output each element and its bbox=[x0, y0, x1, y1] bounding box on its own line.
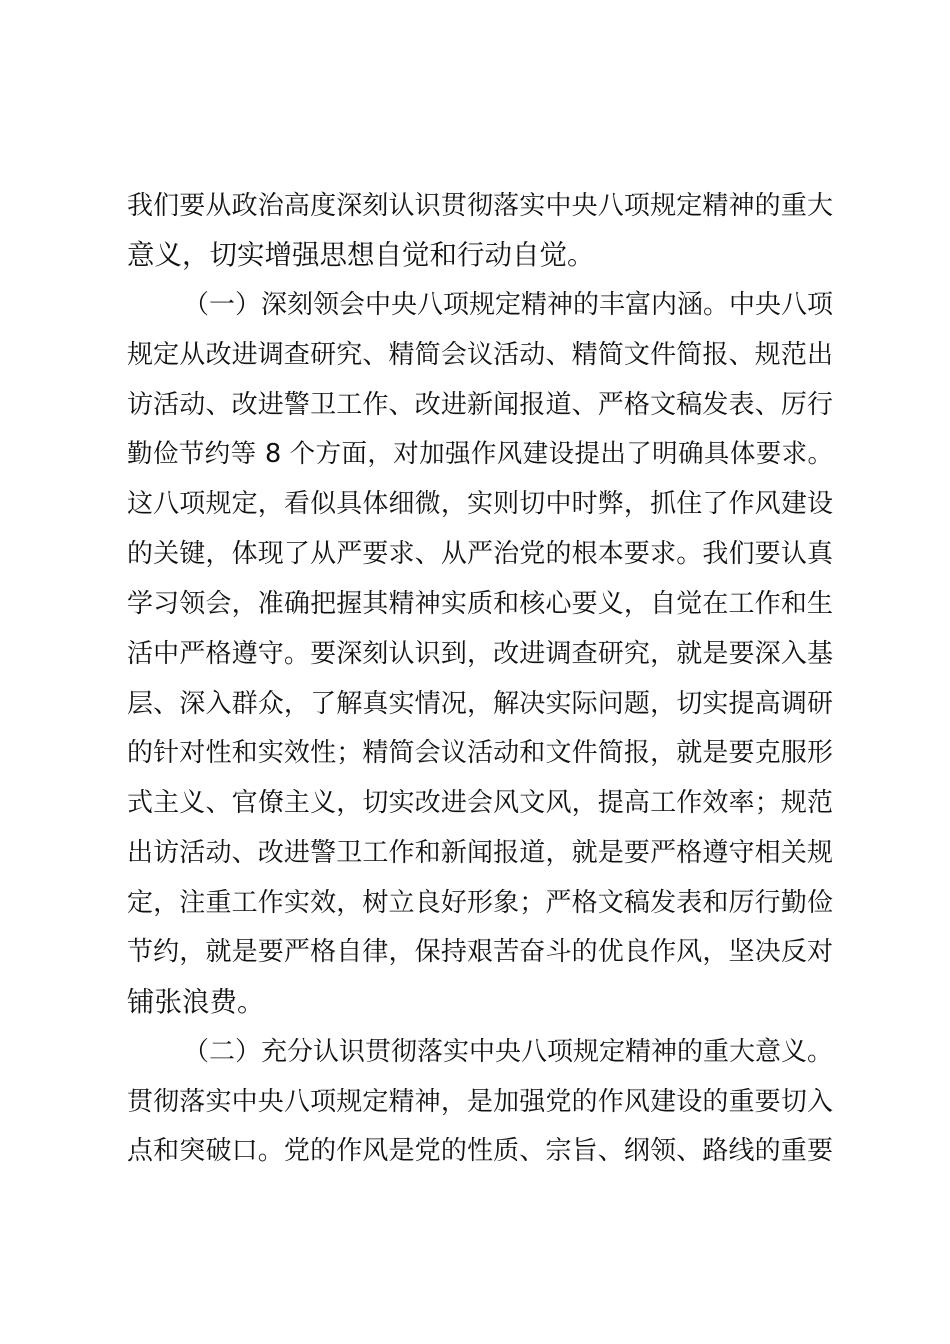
text-line: 点和突破口。党的作风是党的性质、宗旨、纲领、路线的重要 bbox=[127, 1136, 833, 1166]
text-line: 规定从改进调查研究、精简会议活动、精简文件简报、规范出 bbox=[127, 340, 833, 370]
text-line: 我们要从政治高度深刻认识贯彻落实中央八项规定精神的重大 bbox=[127, 191, 833, 221]
text-line: 贯彻落实中央八项规定精神，是加强党的作风建设的重要切入 bbox=[127, 1087, 833, 1117]
section-heading-2: （二）充分认识贯彻落实中央八项规定精神的重大意义。 bbox=[183, 1037, 833, 1067]
text-line: 式主义、官僚主义，切实改进会风文风，提高工作效率；规范 bbox=[127, 788, 833, 818]
text-line: 出访活动、改进警卫工作和新闻报道，就是要严格遵守相关规 bbox=[127, 838, 833, 868]
text-line: 的关键，体现了从严要求、从严治党的根本要求。我们要认真 bbox=[127, 539, 833, 569]
text-line: 定，注重工作实效，树立良好形象；严格文稿发表和厉行勤俭 bbox=[127, 888, 833, 918]
text-line: 铺张浪费。 bbox=[127, 986, 265, 1018]
section-heading-1: （一）深刻领会中央八项规定精神的丰富内涵。中央八项 bbox=[183, 290, 833, 320]
text-line: 这八项规定，看似具体细微，实则切中时弊，抓住了作风建设 bbox=[127, 489, 833, 519]
text-line: 访活动、改进警卫工作、改进新闻报道、严格文稿发表、厉行 bbox=[127, 390, 833, 420]
text-line: 活中严格遵守。要深刻认识到，改进调查研究，就是要深入基 bbox=[127, 639, 833, 669]
text-line: 意义，切实增强思想自觉和行动自觉。 bbox=[127, 239, 595, 271]
text-line: 节约，就是要严格自律，保持艰苦奋斗的优良作风，坚决反对 bbox=[127, 937, 833, 967]
text-line: 层、深入群众，了解真实情况，解决实际问题，切实提高调研 bbox=[127, 689, 833, 719]
text-line: 学习领会，准确把握其精神实质和核心要义，自觉在工作和生 bbox=[127, 589, 833, 619]
text-line: 的针对性和实效性；精简会议活动和文件简报，就是要克服形 bbox=[127, 738, 833, 768]
text-line: 勤俭节约等 8 个方面，对加强作风建设提出了明确具体要求。 bbox=[127, 439, 833, 469]
